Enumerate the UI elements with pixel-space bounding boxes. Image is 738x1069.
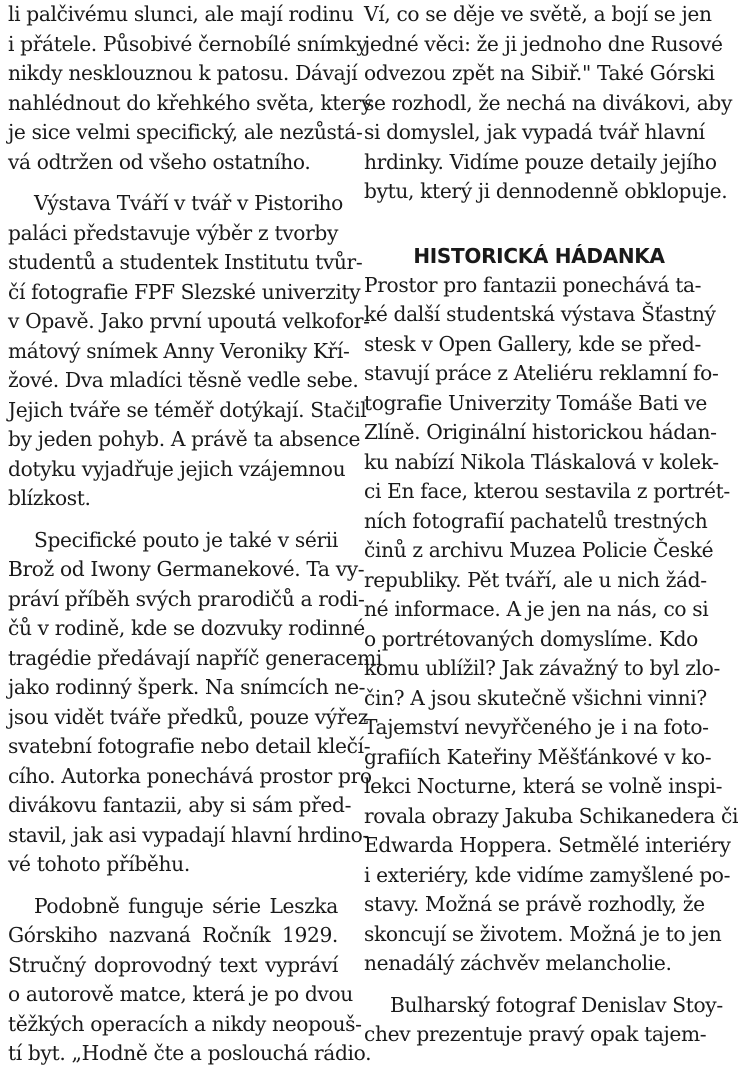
paragraph-3 xyxy=(8,526,383,880)
paragraph-continued xyxy=(364,0,733,207)
text-line: ké další studentská výstava Šťastný xyxy=(364,302,716,326)
text-line: Specifické pouto je také v sérii xyxy=(34,527,338,552)
text-line: Tajemství nevyřčeného je i na foto- xyxy=(364,715,709,739)
text-line: nenadálý záchvěv melancholie. xyxy=(364,951,672,975)
text-line: skoncují se životem. Možná je to jen xyxy=(364,921,722,946)
text-line: Stručný doprovodný text vypráví xyxy=(8,952,338,977)
text-line: Brož od Iwony Germanekové. Ta vy- xyxy=(8,557,365,581)
text-line: divákovu fantazii, aby si sám před- xyxy=(8,793,352,817)
paragraph-4 xyxy=(8,892,372,1069)
text-line: je sice velmi specifický, ale nezůstá- xyxy=(8,120,363,144)
text-line: Jejich tváře se téměř dotýkají. Stačil xyxy=(8,397,367,422)
text-line: paláci představuje výběr z tvorby xyxy=(8,220,338,245)
text-line: čin? A jsou skutečně všichni vinni? xyxy=(364,685,707,710)
text-line: jako rodinný šperk. Na snímcích ne- xyxy=(8,675,366,699)
text-line: stesk v Open Gallery, kde se před- xyxy=(364,331,701,356)
text-line: odvezou zpět na Sibiř." Také Górski xyxy=(364,61,715,85)
left-column xyxy=(8,0,383,1069)
text-line: Ví, co se děje ve světě, a bojí se jen xyxy=(364,2,712,26)
text-line: nikdy nesklouznou k patosu. Dávají xyxy=(8,61,358,85)
text-line: Bulharský fotograf Denislav Stoy- xyxy=(390,992,723,1017)
section-heading: HISTORICKÁ HÁDANKA xyxy=(413,243,665,268)
text-line: grafiích Kateřiny Měšťánkové v ko- xyxy=(364,744,712,769)
paragraph-1 xyxy=(8,0,372,177)
text-line: si domyslel, jak vypadá tvář hlavní xyxy=(364,120,705,144)
text-line: né informace. A je jen na nás, co si xyxy=(364,597,709,621)
text-line: vá odtržen od všeho ostatního. xyxy=(8,149,311,174)
text-line: tí byt. „Hodně čte a poslouchá rádio. xyxy=(8,1041,372,1065)
text-line: i přátele. Působivé černobílé snímky xyxy=(8,31,368,56)
text-line: mátový snímek Anny Veroniky Kří- xyxy=(8,338,350,363)
text-line: těžkých operacích a nikdy neopouš- xyxy=(8,1011,362,1036)
text-line: cího. Autorka ponechává prostor pro xyxy=(8,763,372,788)
text-line: by jeden pohyb. A právě ta absence xyxy=(8,427,361,451)
text-line: v Opavě. Jako první upoutá velkofor- xyxy=(8,309,370,333)
text-line: blízkost. xyxy=(8,486,91,510)
paragraph-6 xyxy=(364,991,723,1050)
text-line: Zlíně. Originální historickou hádan- xyxy=(364,420,717,444)
paragraph-2 xyxy=(8,189,370,514)
text-line: Podobně funguje série Leszka xyxy=(34,893,338,918)
text-line: práví příběh svých prarodičů a rodi- xyxy=(8,586,365,611)
text-line: stavy. Možná se právě rozhodly, že xyxy=(364,892,705,916)
text-line: jedné věci: že ji jednoho dne Rusové xyxy=(364,31,723,56)
text-line: žové. Dva mladíci těsně vedle sebe. xyxy=(8,368,359,392)
text-line: hrdinky. Vidíme pouze detaily jejího xyxy=(364,149,717,174)
text-line: studentů a studentek Institutu tvůr- xyxy=(8,250,363,274)
text-line: Výstava Tváří v tvář v Pistoriho xyxy=(34,191,343,215)
text-line: o autorově matce, která je po dvou xyxy=(8,982,353,1006)
text-line: lekci Nocturne, která se volně inspi- xyxy=(364,774,723,798)
text-line: ci En face, kterou sestavila z portrét- xyxy=(364,479,730,503)
text-line: stavil, jak asi vypadají hlavní hrdino- xyxy=(8,822,369,847)
text-line: svatební fotografie nebo detail klečí- xyxy=(8,734,371,758)
text-line: komu ublížil? Jak závažný to byl zlo- xyxy=(364,656,720,680)
text-line: činů z archivu Muzea Policie České xyxy=(364,538,714,562)
text-line: bytu, který ji dennodenně obklopuje. xyxy=(364,179,728,203)
text-line: i exteriéry, kde vidíme zamyšlené po- xyxy=(364,862,731,887)
text-line: dotyku vyjadřuje jejich vzájemnou xyxy=(8,456,346,481)
text-line: chev prezentuje pravý opak tajem- xyxy=(364,1022,707,1046)
text-line: rovala obrazy Jakuba Schikanedera či xyxy=(364,803,738,828)
right-column xyxy=(364,0,738,1050)
text-line: ních fotografií pachatelů trestných xyxy=(364,508,708,533)
text-line: o portrétovaných domyslíme. Kdo xyxy=(364,626,698,651)
text-line: čů v rodině, kde se dozvuky rodinné xyxy=(8,616,365,640)
text-line: ku nabízí Nikola Tláskalová v kolek- xyxy=(364,449,719,474)
text-line: li palčivému slunci, ale mají rodinu xyxy=(8,2,354,26)
text-line: tragédie předávají napříč generacemi xyxy=(8,645,383,670)
text-line: jsou vidět tváře předků, pouze výřez xyxy=(8,704,369,729)
paragraph-5 xyxy=(364,271,738,979)
text-line: nahlédnout do křehkého světa, který xyxy=(8,90,372,115)
text-line: republiky. Pět tváří, ale u nich žád- xyxy=(364,567,707,592)
text-line: Górskiho nazvaná Ročník 1929. xyxy=(8,923,338,947)
text-line: vé tohoto příběhu. xyxy=(8,852,190,876)
text-line: Prostor pro fantazii ponechává ta- xyxy=(364,272,702,297)
text-line: tografie Univerzity Tomáše Bati ve xyxy=(364,390,707,415)
text-line: Edwarda Hoppera. Setmělé interiéry xyxy=(364,833,731,857)
text-line: čí fotografie FPF Slezské univerzity xyxy=(8,279,361,304)
text-line: se rozhodl, že nechá na divákovi, aby xyxy=(364,90,733,115)
text-line: stavují práce z Ateliéru reklamní fo- xyxy=(364,361,719,385)
